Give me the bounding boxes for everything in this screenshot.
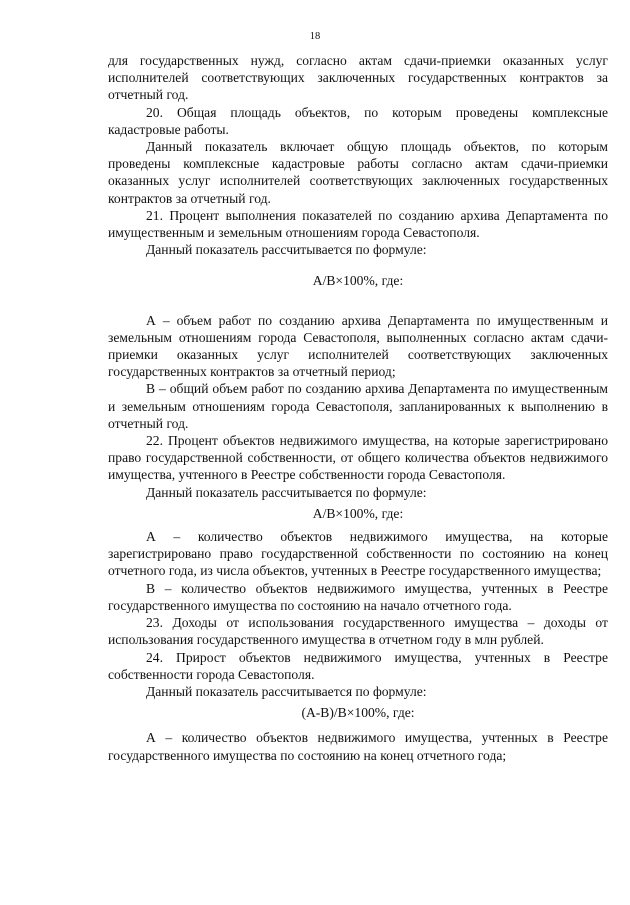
item-22-heading: 22. Процент объектов недвижимого имущества, на которые зарегистрировано право государственной собственности, от общего количества объектов недвижимого имущества, учтенного в Реестре собственности города Севастополя. — [108, 433, 608, 483]
formula-intro: Данный показатель рассчитывается по формуле: — [146, 484, 427, 500]
document-body — [108, 52, 608, 764]
formula-variable-b: В – общий объем работ по созданию архива Департамента по имущественным и земельным отношениям города Севастополя, запланированных к выполнению в отчетный год. — [108, 381, 608, 431]
formula: А/В×100%, где: — [312, 505, 404, 521]
formula: (А-В)/В×100%, где: — [301, 705, 415, 721]
paragraph-continuation: для государственных нужд, согласно актам сдачи-приемки оказанных услуг исполнителей соответствующих заключенных государственных контрактов за отчетный год. — [108, 53, 608, 103]
formula-variable-a: А – количество объектов недвижимого имущества, учтенных в Реестре государственного имущества по состоянию на конец отчетного года; — [108, 730, 608, 763]
item-23-heading: 23. Доходы от использования государственного имущества – доходы от использования государственного имущества в отчетном году в млн рублей. — [108, 615, 608, 648]
item-20-heading: 20. Общая площадь объектов, по которым проведены комплексные кадастровые работы. — [108, 104, 608, 137]
formula-variable-a: А – количество объектов недвижимого имущества, на которые зарегистрировано право государственной собственности по состоянию на конец отчетного года, из числа объектов, учтенных в Реестре государственного имущества; — [108, 529, 608, 579]
formula: А/В×100%, где: — [312, 273, 404, 289]
page-number: 18 — [309, 31, 321, 42]
formula-intro: Данный показатель рассчитывается по формуле: — [146, 683, 427, 699]
item-21-heading: 21. Процент выполнения показателей по созданию архива Департамента по имущественным и земельным отношениям города Севастополя. — [108, 207, 608, 241]
item-20-description: Данный показатель включает общую площадь объектов, по которым проведены комплексные кадастровые работы согласно актам сдачи-приемки оказанных услуг исполнителей соответствующих заключенных государственных контрактов за отчетный год. — [108, 139, 608, 206]
formula-variable-a: А – объем работ по созданию архива Департамента по имущественным и земельным отношениям города Севастополя, выполненных согласно актам сдачи-приемки оказанных услуг исполнителей соответствующих заключенных государственных контрактов за отчетный период; — [108, 312, 608, 380]
formula-intro: Данный показатель рассчитывается по формуле: — [146, 242, 427, 258]
item-24-heading: 24. Прирост объектов недвижимого имущества, учтенных в Реестре собственности города Севастополя. — [108, 649, 608, 682]
formula-variable-b: В – количество объектов недвижимого имущества, учтенных в Реестре государственного имущества по состоянию на начало отчетного года. — [108, 580, 608, 613]
